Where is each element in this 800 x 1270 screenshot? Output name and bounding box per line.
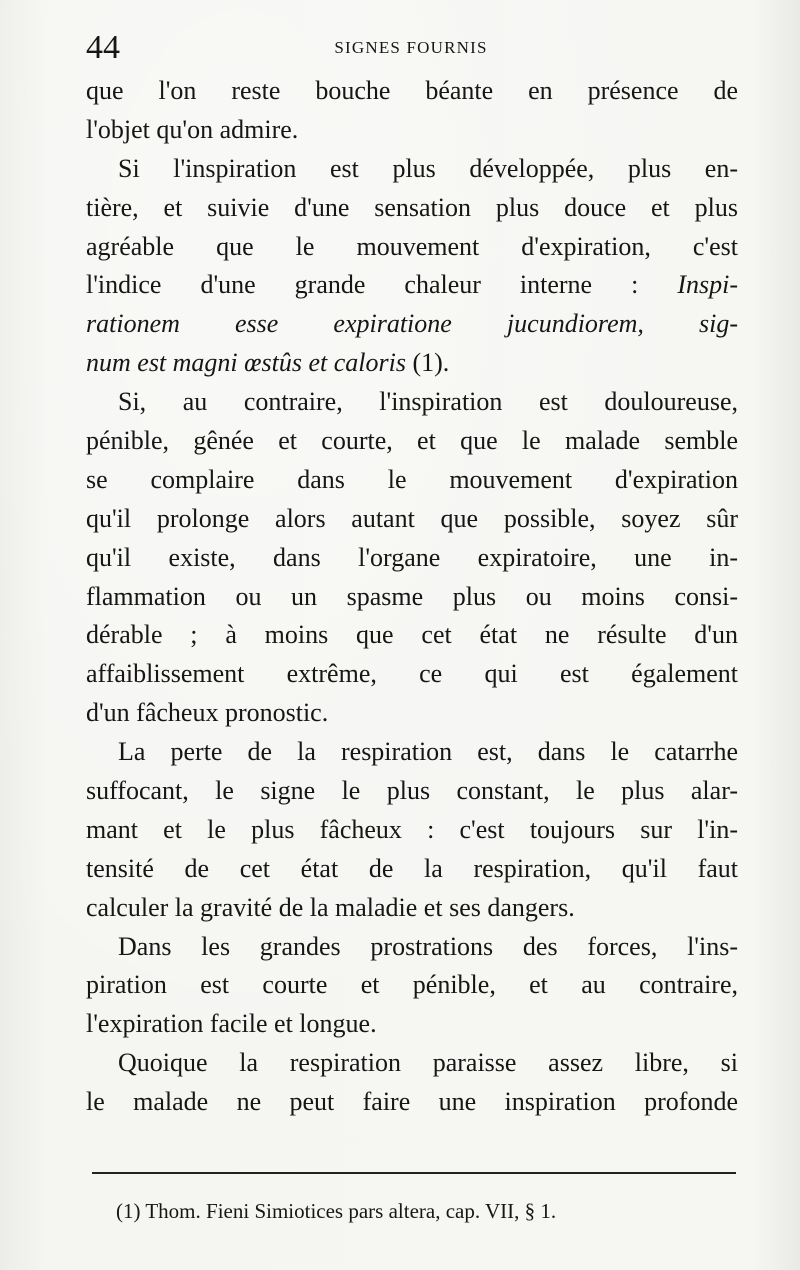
text-line [86,266,738,305]
page-header [86,28,736,68]
text-line: calculer la gravité de la maladie et ses dangers. [86,892,575,922]
body-text [86,72,738,1122]
text-line: rationem esse expiratione jucundiorem, sig- [86,309,738,339]
text-line: que l'on reste bouche béante en présence de [86,76,738,105]
text-segment: num est magni œstûs et caloris [86,348,406,378]
text-line: mant et le plus fâcheux : c'est toujours sur l'in- [86,814,738,844]
text-line: l'expiration facile et longue. [86,1009,377,1039]
text-line: dérable ; à moins que cet état ne résulte d'un [86,620,738,650]
text-line: le malade ne peut faire une inspiration profonde [86,1087,738,1117]
text-segment: l'indice d'une grande chaleur interne : [86,270,678,300]
text-line: Si, au contraire, l'inspiration est douloureuse, [118,387,738,417]
text-segment: Inspi- [677,270,738,300]
footnote-rule [92,1172,736,1174]
text-line: qu'il existe, dans l'organe expiratoire, une in- [86,542,738,572]
footnote: (1) Thom. Fieni Simiotices pars altera, cap. VII, § 1. [116,1199,557,1223]
text-line: piration est courte et pénible, et au contraire, [86,970,738,1000]
text-line: affaiblissement extrême, ce qui est également [86,659,738,689]
text-line: qu'il prolonge alors autant que possible, soyez sûr [86,503,738,533]
text-line: agréable que le mouvement d'expiration, c'est [86,231,738,261]
text-line: tensité de cet état de la respiration, qu'il faut [86,853,738,883]
text-line: Si l'inspiration est plus développée, plus en- [118,153,738,183]
text-line: Dans les grandes prostrations des forces, l'ins- [118,931,738,961]
running-head: SIGNES FOURNIS [334,38,488,57]
page-number: 44 [86,29,120,66]
text-line: La perte de la respiration est, dans le catarrhe [118,737,738,767]
text-line: flammation ou un spasme plus ou moins consi- [86,581,738,611]
text-line: pénible, gênée et courte, et que le malade semble [86,426,738,456]
text-line: Quoique la respiration paraisse assez libre, si [118,1048,738,1078]
text-line: l'objet qu'on admire. [86,114,299,144]
text-line: tière, et suivie d'une sensation plus douce et plus [86,192,738,222]
text-line: d'un fâcheux pronostic. [86,698,329,728]
text-line: suffocant, le signe le plus constant, le plus alar- [86,776,738,806]
text-line: se complaire dans le mouvement d'expiration [86,464,738,494]
text-segment: (1). [405,348,450,378]
text-line [86,344,738,383]
